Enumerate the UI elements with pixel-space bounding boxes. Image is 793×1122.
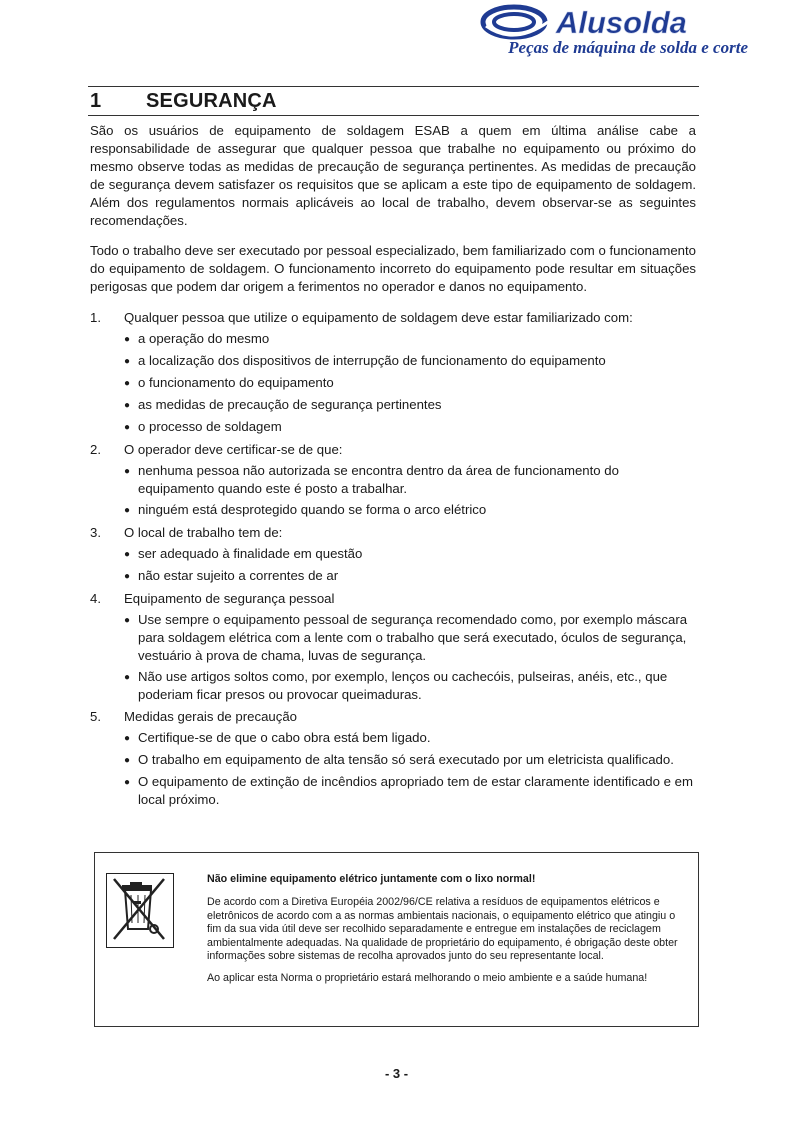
bullet-item: ● Certifique-se de que o cabo obra está bem ligado. (124, 729, 696, 748)
item-title: Medidas gerais de precaução (124, 709, 298, 724)
bullet-icon: ● (124, 378, 131, 389)
item-title: Qualquer pessoa que utilize o equipamento de soldagem deve estar familiarizado com: (124, 310, 633, 325)
intro-paragraph: Todo o trabalho deve ser executado por pessoal especializado, bem familiarizado com o funcionamento do equipamento de soldagem. O funcionamento incorreto do equipamento pode resultar em situações perigosas que podem dar origem a ferimentos no operador e danos no equipamento. (90, 243, 696, 294)
crossed-out-wheelie-bin-icon (106, 873, 174, 948)
notice-title: Não elimine equipamento elétrico juntamente com o lixo normal! (207, 873, 536, 885)
section-body (90, 122, 696, 812)
safety-list (90, 308, 696, 809)
bullet-icon: ● (124, 356, 131, 367)
bullet-icon: ● (124, 422, 131, 433)
bullet-item: ● a localização dos dispositivos de interrupção de funcionamento do equipamento (124, 352, 696, 371)
bullet-icon: ● (124, 549, 131, 560)
bullet-icon: ● (124, 571, 131, 582)
item-number: 5. (90, 709, 101, 724)
notice-paragraph: Ao aplicar esta Norma o proprietário estará melhorando o meio ambiente e a saúde humana! (207, 972, 648, 985)
section-title: SEGURANÇA (146, 90, 277, 112)
item-title: O operador deve certificar-se de que: (124, 442, 343, 457)
bullet-icon: ● (124, 733, 131, 744)
item-number: 2. (90, 442, 101, 457)
item-title: Equipamento de segurança pessoal (124, 591, 335, 606)
bullet-item: ● O equipamento de extinção de incêndios apropriado tem de estar claramente identificado e em local próximo. (124, 774, 693, 807)
bullet-item: ● o funcionamento do equipamento (124, 374, 696, 393)
bullet-icon: ● (124, 672, 131, 683)
bullet-icon: ● (124, 615, 131, 626)
list-item (90, 308, 696, 437)
list-item (90, 707, 696, 809)
weee-notice-box (94, 852, 699, 1027)
bullet-item: ● nenhuma pessoa não autorizada se encontra dentro da área de funcionamento do equipamento quando este é posto a trabalhar. (124, 463, 619, 496)
bullet-icon: ● (124, 466, 131, 477)
bullet-item: ● não estar sujeito a correntes de ar (124, 567, 696, 586)
bullet-item: ● Não use artigos soltos como, por exemplo, lenços ou cachecóis, pulseiras, anéis, etc., que poderiam ficar presos ou provocar queimaduras. (124, 669, 668, 702)
bullet-icon: ● (124, 400, 131, 411)
section-heading (90, 90, 700, 113)
list-item (90, 589, 696, 704)
notice-text (207, 873, 685, 995)
bullet-icon: ● (124, 334, 131, 345)
bullet-icon: ● (124, 755, 131, 766)
heading-rule (88, 115, 699, 116)
list-item (90, 523, 696, 586)
section-number: 1 (90, 90, 102, 112)
tagline: Peças de máquina de solda e corte (508, 38, 748, 57)
logo-text: Alusolda (556, 5, 687, 40)
bullet-item: ● Use sempre o equipamento pessoal de segurança recomendado como, por exemplo máscara para soldagem elétrica com a lente com o trabalho que será executado, óculos de segurança, vestuário à prova de chama, luvas de segurança. (124, 612, 688, 663)
header-rule (88, 86, 699, 87)
item-title: O local de trabalho tem de: (124, 525, 283, 540)
bullet-item: ● ninguém está desprotegido quando se forma o arco elétrico (124, 501, 696, 520)
intro-paragraph: São os usuários de equipamento de soldagem ESAB a quem em última análise cabe a responsabilidade de assegurar que qualquer pessoa que trabalhe no equipamento ou próximo do mesmo observe todas as medidas de precaução de segurança pertinentes. As medidas de precaução de segurança devem satisfazer os requisitos que se aplicam a este tipo de equipamento de soldagem. Além dos regulamentos normais aplicáveis ao local de trabalho, devem observar-se as seguintes recomendações. (90, 123, 696, 228)
notice-paragraph: De acordo com a Diretiva Européia 2002/96/CE relativa a resíduos de equipamentos elétricos e eletrônicos de acordo com a as normas ambientais nacionais, o equipamento elétrico que atingiu o fim da sua vida útil deve ser recolhido separadamente e entregue em instalações de reciclagem ambientalmente adequadas. Na qualidade de proprietário do equipamento, é obrigação deste obter informações sobre sistemas de recolha aprovados junto do seu representante local. (207, 896, 678, 963)
bullet-icon: ● (124, 777, 131, 788)
item-number: 3. (90, 525, 101, 540)
item-number: 4. (90, 591, 101, 606)
list-item (90, 440, 696, 520)
page-number: - 3 - (384, 1066, 409, 1081)
bullet-item: ● O trabalho em equipamento de alta tensão só será executado por um eletricista qualificado. (124, 751, 696, 770)
bullet-item: ● as medidas de precaução de segurança pertinentes (124, 396, 696, 415)
bullet-icon: ● (124, 505, 131, 516)
bullet-item: ● ser adequado à finalidade em questão (124, 545, 696, 564)
bullet-item: ● a operação do mesmo (124, 330, 696, 349)
item-number: 1. (90, 310, 101, 325)
bullet-item: ● o processo de soldagem (124, 418, 696, 437)
